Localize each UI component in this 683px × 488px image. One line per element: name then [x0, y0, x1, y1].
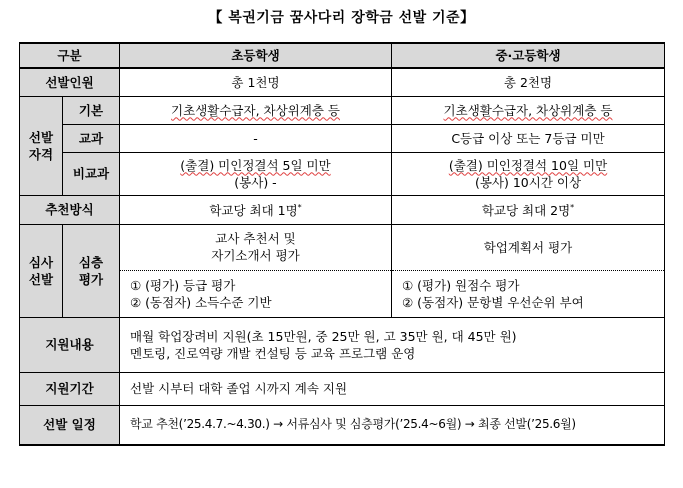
period-label: 지원기간: [20, 372, 120, 405]
qualification-nonsubject-elementary: (출결) 미인정결석 5일 미만 (봉사) -: [120, 152, 392, 195]
selection-count-secondary: 총 2천명: [392, 68, 665, 96]
document-title: 【 복권기금 꿈사다리 장학금 선발 기준】: [208, 10, 475, 26]
qualification-subject-label: 교과: [63, 124, 120, 152]
selection-count-label: 선발인원: [20, 68, 120, 96]
period-value: 선발 시부터 대학 졸업 시까지 계속 지원: [120, 372, 665, 405]
qualification-subject-elementary: -: [120, 124, 392, 152]
qualification-basic-row: [20, 96, 665, 124]
header-elementary: 초등학생: [120, 43, 392, 68]
screening-elementary-bottom: ① (평가) 등급 평가 ② (동점자) 소득수준 기반: [120, 270, 392, 317]
screening-secondary-top: 학업계획서 평가: [392, 224, 665, 270]
qualification-basic-elementary: 기초생활수급자, 차상위계층 등: [120, 96, 392, 124]
qualification-nonsubject-secondary: (출결) 미인정결석 10일 미만 (봉사) 10시간 이상: [392, 152, 665, 195]
screening-label: 심사 선발: [20, 224, 63, 317]
header-category: 구분: [20, 43, 120, 68]
screening-secondary-bottom: ① (평가) 원점수 평가 ② (동점자) 문항별 우선순위 부여: [392, 270, 665, 317]
qualification-nonsubject-row: [20, 152, 665, 195]
qualification-nonsubject-label: 비교과: [63, 152, 120, 195]
header-secondary: 중·고등학생: [392, 43, 665, 68]
qualification-label: 선발 자격: [20, 96, 63, 195]
recommendation-row: [20, 195, 665, 224]
screening-elementary-top: 교사 추천서 및 자기소개서 평가: [120, 224, 392, 270]
selection-count-elementary: 총 1천명: [120, 68, 392, 96]
period-row: [20, 372, 665, 405]
qualification-subject-row: [20, 124, 665, 152]
support-label: 지원내용: [20, 317, 120, 372]
header-row: [20, 43, 665, 68]
schedule-label: 선발 일정: [20, 405, 120, 445]
qualification-basic-label: 기본: [63, 96, 120, 124]
qualification-subject-secondary: C등급 이상 또는 7등급 미만: [392, 124, 665, 152]
recommendation-secondary: 학교당 최대 2명*: [392, 195, 665, 224]
schedule-row: [20, 405, 665, 445]
screening-top-row: [20, 224, 665, 270]
selection-count-row: [20, 68, 665, 96]
support-row: [20, 317, 665, 372]
screening-sub-label: 심층 평가: [63, 224, 120, 317]
recommendation-label: 추천방식: [20, 195, 120, 224]
schedule-value: 학교 추천(’25.4.7.~4.30.) → 서류심사 및 심층평가(’25.4~6월) → 최종 선발(’25.6월): [120, 405, 665, 445]
selection-criteria-table: [19, 42, 665, 446]
support-content: 매월 학업장려비 지원(초 15만원, 중 25만 원, 고 35만 원, 대 45만 원) 멘토링, 진로역량 개발 컨설팅 등 교육 프로그램 운영: [120, 317, 665, 372]
recommendation-elementary: 학교당 최대 1명*: [120, 195, 392, 224]
qualification-basic-secondary: 기초생활수급자, 차상위계층 등: [392, 96, 665, 124]
